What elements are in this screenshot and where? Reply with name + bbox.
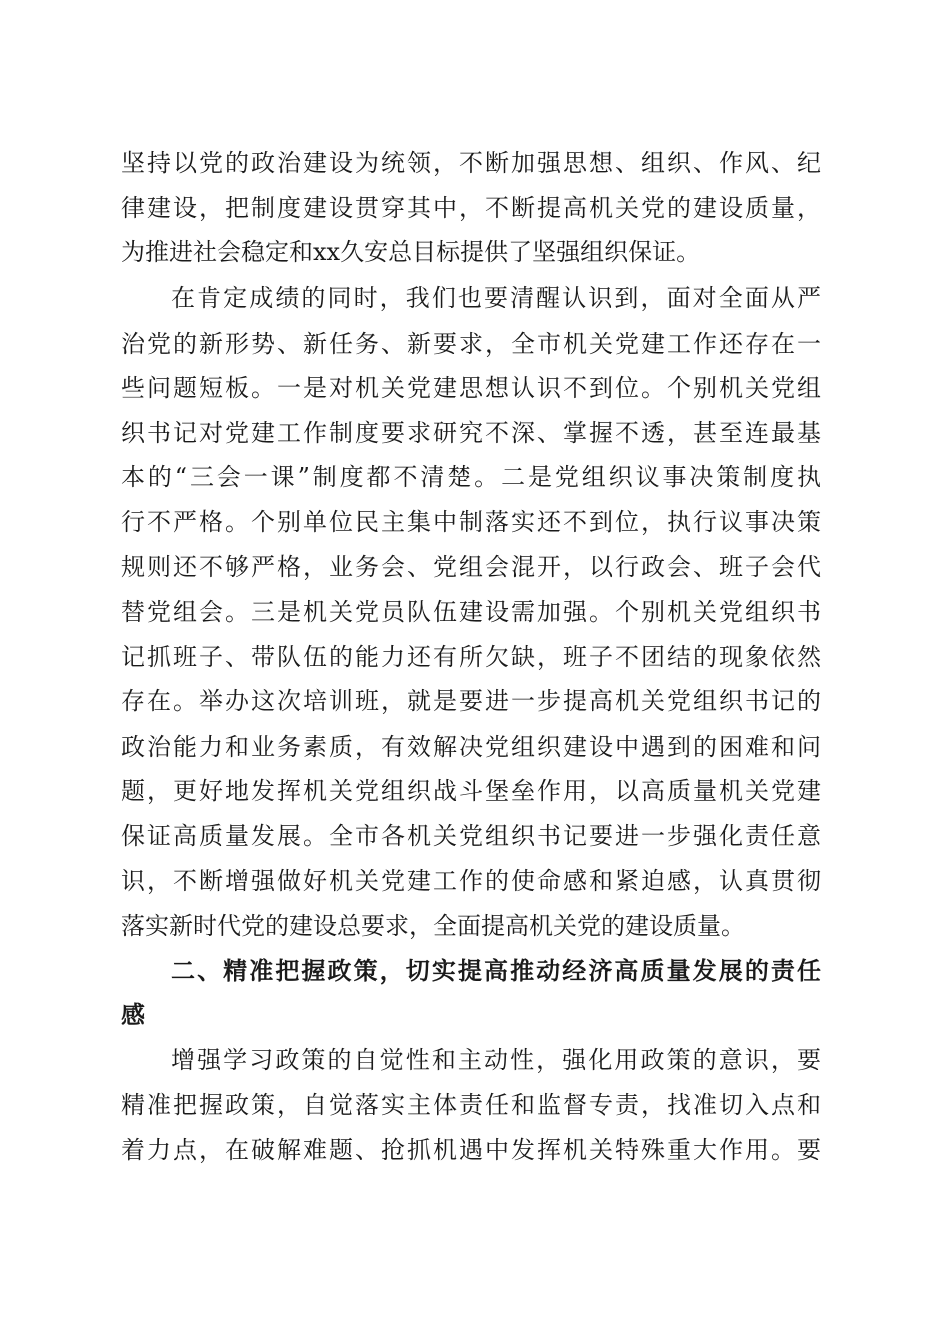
paragraph-line: 规则还不够严格，业务会、党组会混开，以行政会、班子会代 bbox=[121, 553, 821, 581]
paragraph-line: 着力点，在破解难题、抢抓机遇中发挥机关特殊重大作用。要 bbox=[121, 1136, 821, 1164]
section-heading-line: 感 bbox=[121, 1001, 145, 1029]
paragraph-line: 为推进社会稳定和xx久安总目标提供了坚强组织保证。 bbox=[121, 238, 701, 266]
paragraph-line: 律建设，把制度建设贯穿其中，不断提高机关党的建设质量， bbox=[121, 194, 821, 222]
section-heading-line: 二、精准把握政策，切实提高推动经济高质量发展的责任 bbox=[171, 957, 821, 985]
paragraph-line: 些问题短板。一是对机关党建思想认识不到位。个别机关党组 bbox=[121, 374, 821, 402]
paragraph-line: 落实新时代党的建设总要求，全面提高机关党的建设质量。 bbox=[121, 912, 745, 940]
paragraph-line: 治党的新形势、新任务、新要求，全市机关党建工作还存在一 bbox=[121, 330, 821, 358]
paragraph-line: 本的“三会一课”制度都不清楚。二是党组织议事决策制度执 bbox=[121, 463, 821, 491]
paragraph-line: 题，更好地发挥机关党组织战斗堡垒作用，以高质量机关党建 bbox=[121, 777, 821, 805]
paragraph-line: 增强学习政策的自觉性和主动性，强化用政策的意识，要 bbox=[171, 1046, 821, 1074]
paragraph-line: 坚持以党的政治建设为统领，不断加强思想、组织、作风、纪 bbox=[121, 149, 821, 177]
paragraph-line: 行不严格。个别单位民主集中制落实还不到位，执行议事决策 bbox=[121, 508, 821, 536]
paragraph-line: 识，不断增强做好机关党建工作的使命感和紧迫感，认真贯彻 bbox=[121, 867, 821, 895]
paragraph-line: 保证高质量发展。全市各机关党组织书记要进一步强化责任意 bbox=[121, 822, 821, 850]
paragraph-line: 织书记对党建工作制度要求研究不深、掌握不透，甚至连最基 bbox=[121, 419, 821, 447]
paragraph-line: 记抓班子、带队伍的能力还有所欠缺，班子不团结的现象依然 bbox=[121, 643, 821, 671]
paragraph-line: 精准把握政策，自觉落实主体责任和监督专责，找准切入点和 bbox=[121, 1091, 821, 1119]
paragraph-line: 在肯定成绩的同时，我们也要清醒认识到，面对全面从严 bbox=[171, 284, 821, 312]
paragraph-line: 替党组会。三是机关党员队伍建设需加强。个别机关党组织书 bbox=[121, 598, 821, 626]
paragraph-line: 政治能力和业务素质，有效解决党组织建设中遇到的困难和问 bbox=[121, 733, 821, 761]
paragraph-line: 存在。举办这次培训班，就是要进一步提高机关党组织书记的 bbox=[121, 687, 821, 715]
